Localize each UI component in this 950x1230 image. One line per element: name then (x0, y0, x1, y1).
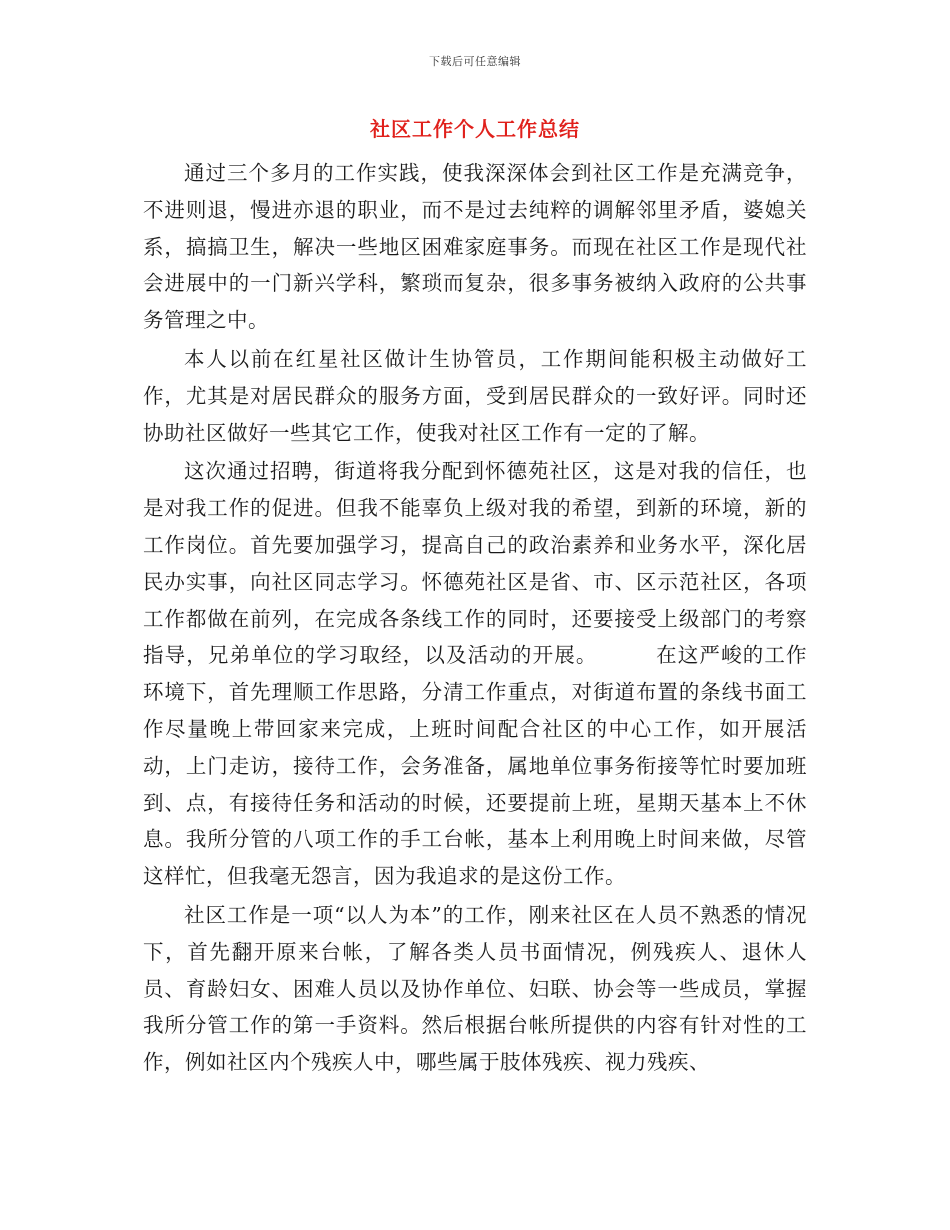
paragraph-4-text: 在这严峻的工作环境下，首先理顺工作思路，分清工作重点，对街道布置的条线书面工作尽量晚上带回家来完成，上班时间配合社区的中心工作，如开展活动，上门走访，接待工作，会务准备，属地单位事务衔接等忙时要加班到、点，有接待任务和活动的时候，还要提前上班，星期天基本上不休息。我所分管的八项工作的手工台帐，基本上利用晚上时间来做，尽管这样忙，但我毫无怨言，因为我追求的是这份工作。 (143, 643, 807, 889)
paragraph-3 (143, 453, 807, 895)
paragraph-2: 本人以前在红星社区做计生协管员，工作期间能积极主动做好工作，尤其是对居民群众的服务方面，受到居民群众的一致好评。同时还协助社区做好一些其它工作，使我对社区工作有一定的了解。 (143, 346, 807, 445)
document-body (143, 155, 807, 1083)
document-title: 社区工作个人工作总结 (370, 117, 580, 141)
paragraph-1: 通过三个多月的工作实践，使我深深体会到社区工作是充满竞争，不进则退，慢进亦退的职业，而不是过去纯粹的调解邻里矛盾，婆媳关系，搞搞卫生，解决一些地区困难家庭事务。而现在社区工作是现代社会进展中的一门新兴学科，繁琐而复杂，很多事务被纳入政府的公共事务管理之中。 (143, 161, 807, 333)
paragraph-3-text: 这次通过招聘，街道将我分配到怀德苑社区，这是对我的信任，也是对我工作的促进。但我不能辜负上级对我的希望，到新的环境，新的工作岗位。首先要加强学习，提高自己的政治素养和业务水平，深化居民办实事，向社区同志学习。怀德苑社区是省、市、区示范社区，各项工作都做在前列，在完成各条线工作的同时，还要接受上级部门的考察指导，兄弟单位的学习取经，以及活动的开展。 (143, 459, 807, 668)
paragraph-5: 社区工作是一项“以人为本”的工作，刚来社区在人员不熟悉的情况下，首先翻开原来台帐，了解各类人员书面情况，例残疾人、退休人员、育龄妇女、困难人员以及协作单位、妇联、协会等一些成员，掌握我所分管工作的第一手资料。然后根据台帐所提供的内容有针对性的工作，例如社区内个残疾人中，哪些属于肢体残疾、视力残疾、 (143, 902, 807, 1075)
header-note: 下载后可任意编辑 (429, 55, 521, 68)
